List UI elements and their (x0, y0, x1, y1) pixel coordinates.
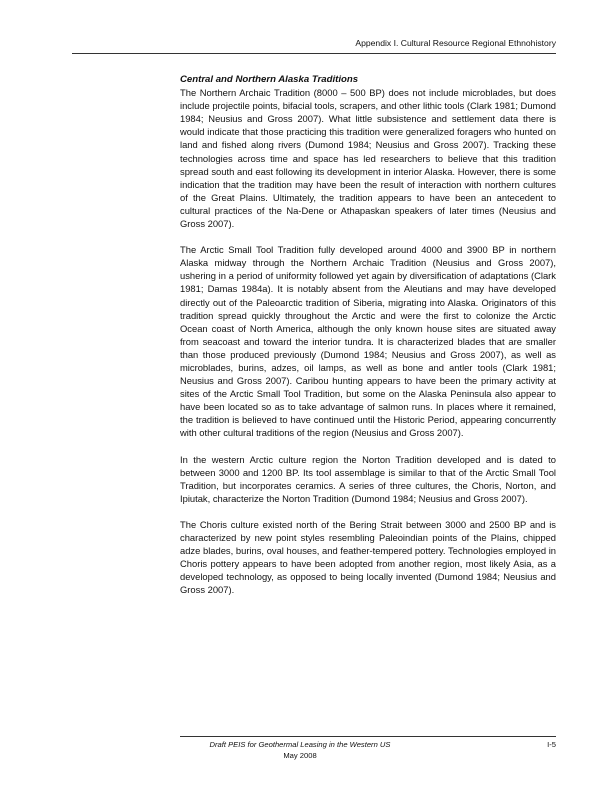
paragraph-choris-culture: The Choris culture existed north of the Bering Strait between 3000 and 2500 BP and is characterized by new point styles resembling Paleoindian points of the Plains, chipped adze blades, burins, oval houses, and feather-tempered pottery. Technologies employed in Choris pottery appears to have been adopted from another region, most likely Asia, as a developed technology, as opposed to being locally invented (Dumond 1984; Neusius and Gross 2007). (180, 518, 556, 596)
paragraph-norton-tradition: In the western Arctic culture region the Norton Tradition developed and is dated to between 3000 and 1200 BP. Its tool assemblage is similar to that of the Arctic Small Tool Tradition, but incorporates ceramics. A series of three cultures, the Choris, Norton, and Ipiutak, characterize the Norton Tradition (Dumond 1984; Neusius and Gross 2007). (180, 453, 556, 504)
paragraph-northern-archaic: The Northern Archaic Tradition (8000 – 500 BP) does not include microblades, but does include projectile points, bifacial tools, scrapers, and other lithic tools (Clark 1981; Dumond 1984; Neusius and Gross 2007). What little subsistence and settlement data there is would indicate that those practicing this tradition were generalized foragers who hunted on land and fished along rivers (Dumond 1984; Neusius and Gross 2007). Tracking these technologies across time and space has led researchers to believe that this tradition spread south and east following its development in interior Alaska. However, there is some indication that the tradition may have been the result of interaction with northern cultures of the Great Plains. Ultimately, the tradition appears to have been an antecedent to cultural practices of the Na-Dene or Athapaskan speakers of later times (Neusius and Gross 2007). (180, 87, 556, 230)
footer-divider (180, 736, 556, 737)
page-number: I-5 (547, 740, 556, 749)
paragraph-arctic-small-tool: The Arctic Small Tool Tradition fully developed around 4000 and 3900 BP in northern Alaska midway through the Northern Archaic Tradition (Neusius and Gross 2007), ushering in a period of uniformity followed yet again by diversification of adaptations (Clark 1981; Damas 1984a). It is notably absent from the Aleutians and may have developed directly out of the Paleoarctic tradition of Siberia, migrating into Alaska. Originators of this tradition spread quickly throughout the Arctic and were the first to colonize the Arctic Ocean coast of North America, although the only known house sites are situated away from seacoast and toward the interior tundra. It is characterized blades that are smaller than those produced previously (Dumond 1984; Neusius and Gross 2007), as well as microblades, burins, adzes, oil lamps, as well as bone and antler tools (Clark 1981; Neusius and Gross 2007). Caribou hunting appears to have been the primary activity at sites of the Arctic Small Tool Tradition, but some on the Alaska Peninsula also appear to have been located so as to take advantage of salmon runs. In places where it remained, the tradition is believed to have continued until the Historic Period, appearing concurrently with other cultural traditions of the region (Neusius and Gross 2007). (180, 244, 556, 439)
running-header: Appendix I. Cultural Resource Regional Ethnohistory (355, 38, 556, 48)
body-content (180, 73, 556, 609)
footer-date: May 2008 (283, 751, 317, 760)
header-divider (72, 53, 556, 54)
footer-document-title: Draft PEIS for Geothermal Leasing in the Western US (209, 740, 391, 749)
section-heading: Central and Northern Alaska Traditions (180, 74, 359, 85)
